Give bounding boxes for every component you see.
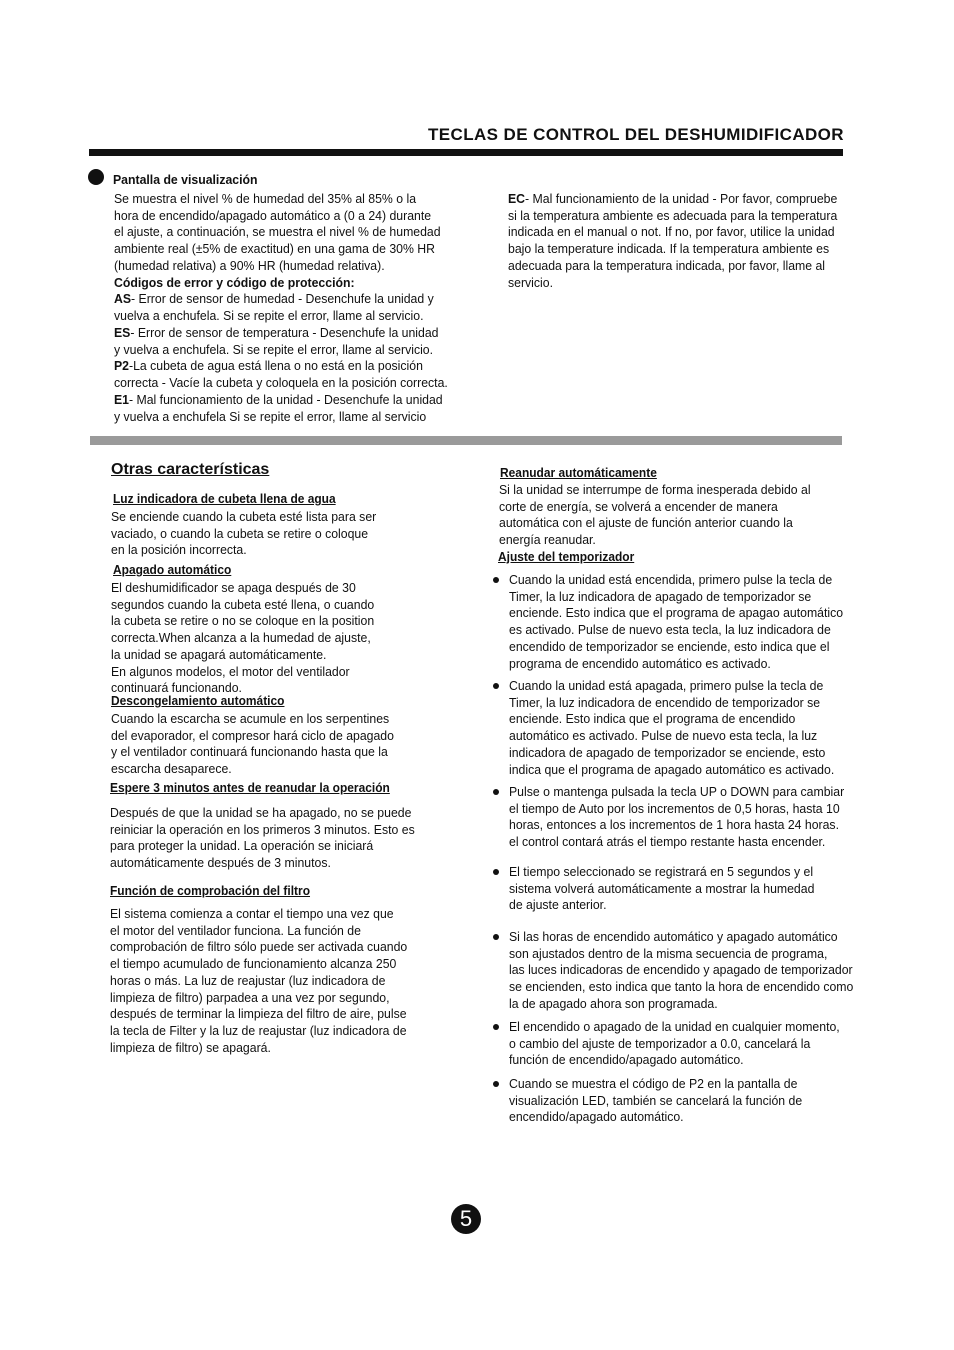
error-code-es bbox=[114, 325, 439, 358]
bullet-icon bbox=[493, 869, 499, 875]
feature-text: Si la unidad se interrumpe de forma inesperada debido al corte de energía, se volverá a encender de manera automática con el ajuste de función anterior cuando la energía reanudar. bbox=[499, 482, 811, 548]
error-code-label: EC bbox=[508, 191, 526, 206]
error-code-text: - Mal funcionamiento de la unidad - Desenchufe la unidad y vuelva a enchufela Si se repite el error, llame al servicio bbox=[114, 392, 443, 424]
timer-bullet: El encendido o apagado de la unidad en cualquier momento, o cambio del ajuste de temporizador a 0.0, cancelará la función de encendido/apagado automático. bbox=[509, 1019, 840, 1068]
bullet-icon bbox=[493, 683, 499, 689]
timer-bullet: El tiempo seleccionado se registrará en 5 segundos y el sistema volverá automáticamente a mostrar la humedad de ajuste anterior. bbox=[509, 864, 815, 913]
error-code-p2 bbox=[114, 358, 448, 391]
timer-heading: Ajuste del temporizador bbox=[498, 549, 635, 564]
feature-heading: Espere 3 minutos antes de reanudar la operación bbox=[110, 780, 390, 795]
display-heading: Pantalla de visualización bbox=[113, 172, 258, 187]
feature-text: El sistema comienza a contar el tiempo una vez que el motor del ventilador funciona. La función de comprobación de filtro sólo puede ser activada cuando el tiempo acumulado de funcionamiento alcanza 250 horas o más. La luz de reajustar (luz indicadora de limpieza de filtro) parpadea a una vez por segundo, después de terminar la limpieza del filtro de aire, pulse la tecla de Filter y la luz de reajustar (luz indicadora de limpieza de filtro) se apagará. bbox=[110, 906, 408, 1055]
error-code-label: E1 bbox=[114, 392, 130, 407]
timer-bullet: Cuando se muestra el código de P2 en la pantalla de visualización LED, también se cancelará la función de encendido/apagado automático. bbox=[509, 1076, 803, 1125]
section-divider bbox=[90, 436, 842, 445]
error-code-text: - Error de sensor de temperatura - Desenchufe la unidad y vuelva a enchufela. Si se repite el error, llame al servicio. bbox=[114, 325, 439, 357]
error-code-ec bbox=[508, 191, 837, 291]
section-bullet-icon bbox=[88, 169, 104, 185]
bullet-icon bbox=[493, 934, 499, 940]
timer-bullet: Pulse o mantenga pulsada la tecla UP o DOWN para cambiar el tiempo de Auto por los incrementos de 0,5 horas, hasta 10 horas, entonces a los incrementos de 1 hora hasta 24 horas. el control contará atrás el tiempo restante hasta encender. bbox=[509, 784, 845, 850]
error-code-e1 bbox=[114, 392, 443, 425]
feature-heading: Luz indicadora de cubeta llena de agua bbox=[113, 491, 336, 506]
error-code-label: P2 bbox=[114, 358, 130, 373]
feature-heading: Reanudar automáticamente bbox=[500, 465, 657, 480]
error-code-as bbox=[114, 291, 434, 324]
bullet-icon bbox=[493, 1081, 499, 1087]
codes-heading: Códigos de error y código de protección: bbox=[114, 275, 355, 290]
feature-heading: Apagado automático bbox=[113, 562, 232, 577]
timer-bullet: Cuando la unidad está encendida, primero pulse la tecla de Timer, la luz indicadora de apagado de temporizador se enciende. Esto indica que el programa de apagao automático es activado. Pulse de nuevo esta tecla, la luz indicadora de encendido de temporizador se enciende, esto indica que el programa de encendido automático es activado. bbox=[509, 572, 844, 671]
page-title: TECLAS DE CONTROL DEL DESHUMIDIFICADOR bbox=[428, 125, 844, 144]
feature-text: Después de que la unidad se ha apagado, no se puede reiniciar la operación en los primeros 3 minutos. Esto es para proteger la unidad. La operación se iniciará automáticamente después de 3 minutos. bbox=[110, 805, 415, 871]
header-rule bbox=[89, 149, 843, 156]
bullet-icon bbox=[493, 789, 499, 795]
page-number: 5 bbox=[451, 1204, 481, 1234]
feature-heading: Descongelamiento automático bbox=[111, 693, 285, 708]
error-code-text: - Error de sensor de humedad - Desenchufe la unidad y vuelva a enchufela. Si se repite el error, llame al servicio. bbox=[114, 291, 434, 323]
other-features-title: Otras características bbox=[111, 461, 270, 478]
error-code-label: AS bbox=[114, 291, 132, 306]
feature-heading: Función de comprobación del filtro bbox=[110, 883, 311, 898]
bullet-icon bbox=[493, 577, 499, 583]
feature-text: El deshumidificador se apaga después de 30 segundos cuando la cubeta esté llena, o cuando la cubeta se retire o no se coloque en la position correcta.When alcanza a la humedad de ajuste, la unidad se apagará automáticamente. En algunos modelos, el motor del ventilador continuará funcionando. bbox=[111, 580, 375, 696]
feature-text: Cuando la escarcha se acumule en los serpentines del evaporador, el compresor hará ciclo de apagado y el ventilador continuará funcionando hasta que la escarcha desaparece. bbox=[111, 711, 394, 777]
error-code-text: -La cubeta de agua está llena o no está en la posición correcta - Vacíe la cubeta y coloquela en la posición correcta. bbox=[114, 358, 448, 390]
display-intro: Se muestra el nivel % de humedad del 35% al 85% o la hora de encendido/apagado automático a (0 a 24) durante el ajuste, a continuación, se muestra el nivel % de humedad ambiente real (±5% de exactitud) en una gama de 30% HR (humedad relativa) a 90% HR (humedad relativa). bbox=[114, 191, 441, 273]
feature-text: Se enciende cuando la cubeta esté lista para ser vaciado, o cuando la cubeta se retire o coloque en la posición incorrecta. bbox=[111, 509, 377, 558]
bullet-icon bbox=[493, 1024, 499, 1030]
error-code-label: ES bbox=[114, 325, 131, 340]
error-code-text: - Mal funcionamiento de la unidad - Por favor, compruebe si la temperatura ambiente es adecuada para la temperatura indicada en el manual o not. If no, por favor, utilice la unidad bajo la temperature indicada. If la temperatura ambiente es adecuada para la temperatura indicada, por favor, llame al servicio. bbox=[508, 191, 838, 290]
timer-bullet: Si las horas de encendido automático y apagado automático son ajustados dentro de la misma secuencia de programa, las luces indicadoras de encendido y apagado de temporizador se encienden, esto indica que tanto la hora de encendido como la de apagado ahora son programada. bbox=[509, 929, 854, 1011]
timer-bullet: Cuando la unidad está apagada, primero pulse la tecla de Timer, la luz indicadora de encendido de temporizador se enciende. Esto indica que el programa de encendido automático es activado. Pulse de nuevo esta tecla, la luz indicadora de apagado de temporizador se enciende, esto indica que el programa de apagado automático es activado. bbox=[509, 678, 835, 777]
